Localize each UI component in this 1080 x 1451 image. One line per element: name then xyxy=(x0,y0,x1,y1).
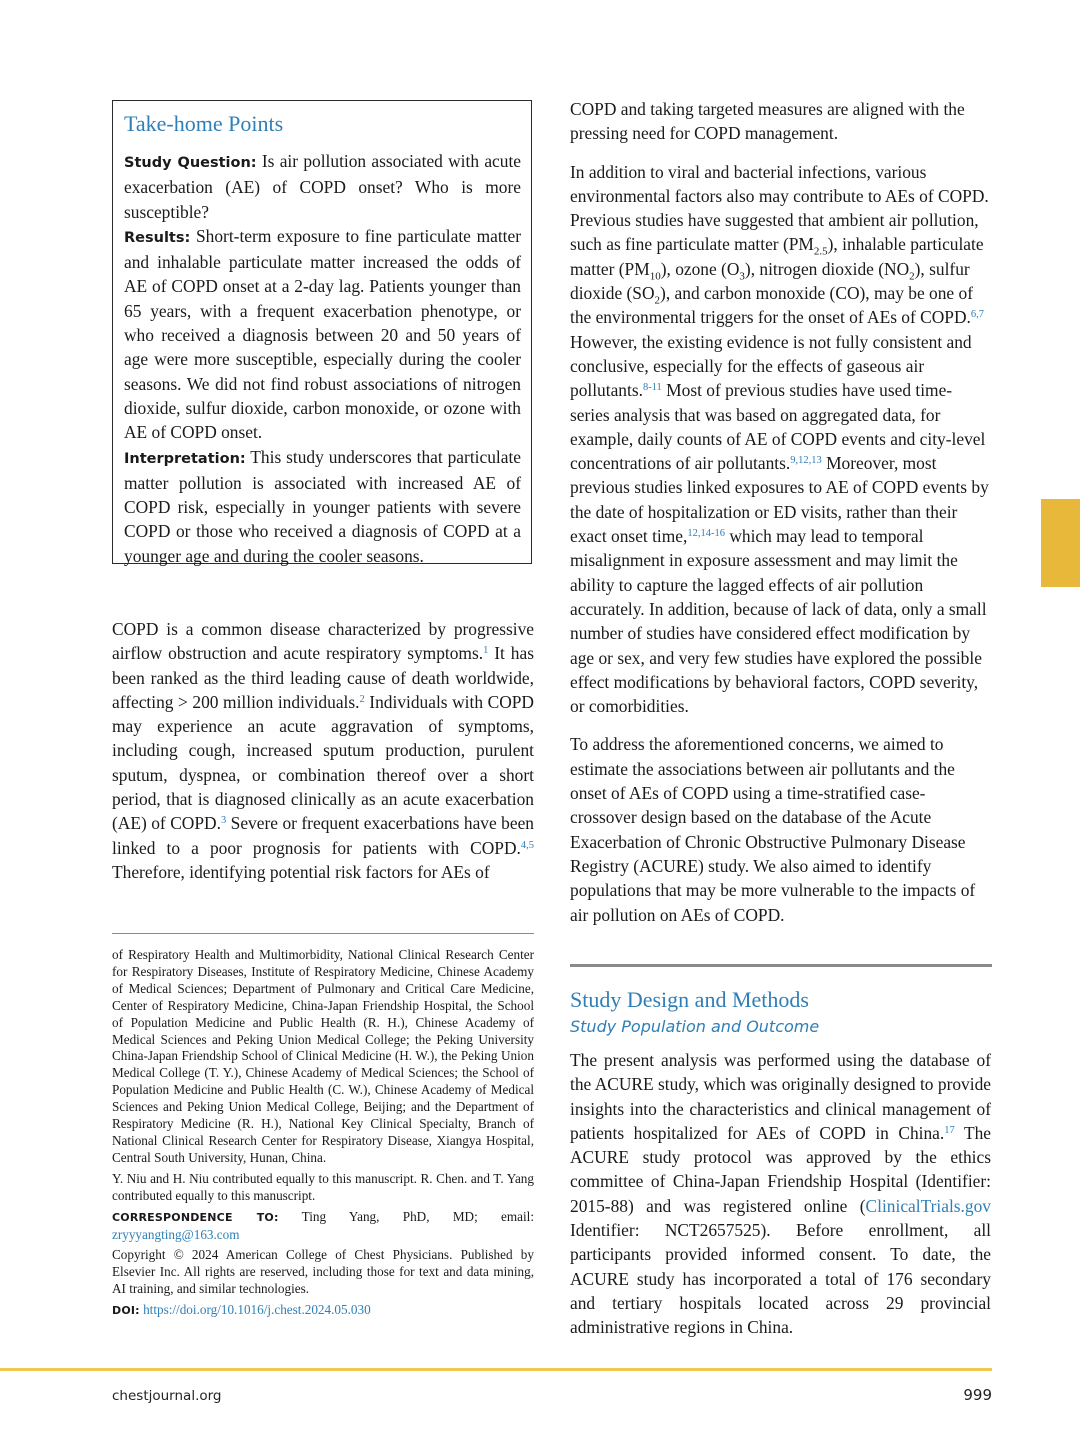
correspondence xyxy=(112,1209,534,1244)
email-link[interactable]: zryyyangting@163.com xyxy=(112,1226,240,1242)
study-question-text: Is air pollution associated with acute exacerbation (AE) of COPD onset? Who is more susceptible? xyxy=(124,151,521,222)
subscript: 2.5 xyxy=(813,245,828,258)
ref-link[interactable]: 2 xyxy=(359,693,365,705)
paragraph-methods xyxy=(570,1048,991,1340)
doi-label: DOI: xyxy=(112,1304,140,1318)
results-label: Results: xyxy=(124,229,191,246)
affiliation-text: of Respiratory Health and Multimorbidity, National Clinical Research Center for Respiratory Diseases, Institute of Respiratory Medicine, Chinese Academy of Medical Sciences; Department of Pulmonary and Critical Care Medicine, Center of Respiratory Medicine, China-Japan Friendship Hospital, the School of Population Medicine and Public Health (R. H.), Chinese Academy of Medical Sciences and Peking Union Medical College; the Peking University China-Japan Friendship School of Clinical Medicine (H. W.), the Peking Union Medical College (T. Y.), Chinese Academy of Medical Sciences; the School of Population Medicine and Public Health (C. W.), Chinese Academy of Medical Sciences and Peking Union Medical College, Beijing; and the Department of Respiratory Medicine (R. H.), National Key Clinical Specialty, Branch of National Clinical Research Center for Respiratory Disease, Xiangya Hospital, Central South University, Hunan, China. xyxy=(112,947,534,1165)
subscript: 2 xyxy=(909,270,915,283)
ref-link[interactable]: 12,14-16 xyxy=(687,528,725,540)
paragraph-aims: To address the aforementioned concerns, we aimed to estimate the associations between air pollutants and the onset of AEs of COPD using a time-stratified case-crossover design based on the database of the Acute Exacerbation of Chronic Obstructive Pulmonary Disease Registry (ACURE) study. We also aimed to identify populations that may be more vulnerable to the impacts of air pollution on AEs of COPD. xyxy=(570,734,976,925)
journal-url[interactable]: chestjournal.org xyxy=(112,1388,222,1404)
equal-contribution: Y. Niu and H. Niu contributed equally to this manuscript. R. Chen. and T. Yang contributed equally to this manuscript. xyxy=(112,1170,534,1203)
env-text-a: In addition to viral and bacterial infections, various environmental factors also may contribute to AEs of COPD. Previous studies have suggested that ambient air pollution, such as fine particulate matter (PM xyxy=(570,161,989,255)
ref-link[interactable]: 3 xyxy=(220,815,227,827)
subscript: 2 xyxy=(654,294,661,307)
paragraph-environmental xyxy=(570,160,991,719)
correspondence-label: CORRESPONDENCE TO: xyxy=(112,1210,279,1224)
right-column xyxy=(570,97,991,927)
affiliations-footnote xyxy=(112,947,534,1320)
paragraph-continuation: COPD and taking targeted measures are aligned with the pressing need for COPD management. xyxy=(570,99,965,144)
subsection-title: Study Population and Outcome xyxy=(570,1017,820,1036)
section-title: Study Design and Methods xyxy=(570,987,809,1012)
doi xyxy=(112,1302,534,1320)
intro-text-b: It has been ranked as the third leading cause of death worldwide, affecting > 200 million individuals. xyxy=(112,643,534,712)
interpretation xyxy=(124,445,521,568)
doi-link[interactable]: https://doi.org/10.1016/j.chest.2024.05.030 xyxy=(143,1302,371,1318)
methods-text-c: Identifier: NCT2657525). Before enrollment, all participants provided informed consent. To date, the ACURE study has incorporated a total of 176 secondary and tertiary hospitals located across 29 provincial administrative regions in China. xyxy=(570,1220,991,1338)
intro-paragraph xyxy=(112,617,534,884)
copyright: Copyright © 2024 American College of Chest Physicians. Published by Elsevier Inc. All rights are reserved, including those for text and data mining, AI training, and similar technologies. xyxy=(112,1247,534,1297)
section-tab-marker xyxy=(1041,499,1080,587)
intro-text-c: Individuals with COPD may experience an acute aggravation of symptoms, including cough, increased sputum production, purulent sputum, dyspnea, or combination thereof over a short period, that is diagnosed clinically as an acute exacerbation (AE) of COPD. xyxy=(112,691,534,834)
footer-rule xyxy=(0,1368,992,1371)
ref-link[interactable]: 9,12,13 xyxy=(790,455,822,467)
methods-column xyxy=(570,1048,991,1340)
ref-link[interactable]: 17 xyxy=(944,1124,955,1136)
ref-link[interactable]: 8-11 xyxy=(642,382,662,394)
results-text: Short-term exposure to fine particulate matter and inhalable particulate matter increased the odds of AE of COPD onset at a 2-day lag. Patients younger than 65 years, with a frequent exacerbation phenotype, or who received a diagnosis between 20 and 50 years of age were more susceptible, especially during the cooler seasons. We did not find robust associations of nitrogen dioxide, sulfur dioxide, carbon monoxide, or ozone with AE of COPD onset. xyxy=(124,225,521,443)
interpretation-text: This study underscores that particulate matter pollution is associated with increased AE of COPD risk, especially in younger patients with severe COPD or those who received a diagnosis of COPD at a younger age and during the cooler seasons. xyxy=(124,446,521,566)
ref-link[interactable]: 6,7 xyxy=(970,309,985,321)
methods-text-b: The ACURE study protocol was approved by the ethics committee of China-Japan Friendship Hospital (Identifier: 2015-88) and was registered online ( xyxy=(570,1122,991,1216)
take-home-title: Take-home Points xyxy=(124,111,284,136)
methods-text-a: The present analysis was performed using the database of the ACURE study, which was originally designed to provide insights into the characteristics and clinical management of patients hospitalized for AEs of COPD in China. xyxy=(570,1050,991,1143)
ref-link[interactable]: 4,5 xyxy=(520,839,534,851)
section-divider xyxy=(570,964,992,967)
page-number: 999 xyxy=(963,1386,992,1404)
subscript: 10 xyxy=(649,270,661,283)
correspondence-text: Ting Yang, PhD, MD; email: xyxy=(278,1208,534,1224)
env-text-c: ), ozone (O xyxy=(660,258,740,279)
study-question xyxy=(124,149,521,224)
take-home-box xyxy=(112,100,532,564)
subscript: 3 xyxy=(739,270,745,283)
results xyxy=(124,224,521,445)
intro-text-a: COPD is a common disease characterized by progressive airflow obstruction and acute respiratory symptoms. xyxy=(112,619,534,664)
env-text-h: Most of previous studies have used time-series analysis that was based on aggregated data, for example, daily counts of AE of COPD events and city-level concentrations of air pollutants. xyxy=(570,380,986,474)
intro-text-d: Severe or frequent exacerbations have been linked to a poor prognosis for patients with COPD. xyxy=(112,813,534,858)
ref-link[interactable]: 1 xyxy=(483,645,489,657)
env-text-b: ), inhalable particulate matter (PM xyxy=(570,234,984,279)
env-text-g: However, the existing evidence is not fully consistent and conclusive, especially for the effects of gaseous air pollutants. xyxy=(570,331,972,401)
footnote-divider xyxy=(112,933,534,934)
env-text-f: ), and carbon monoxide (CO), may be one of the environmental triggers for the onset of AEs of COPD. xyxy=(570,283,973,328)
env-text-i: Moreover, most previous studies linked exposures to AE of COPD events by the date of hospitalization or ED visits, rather than their exact onset time, xyxy=(570,453,989,547)
intro-text-e: Therefore, identifying potential risk factors for AEs of xyxy=(112,861,490,882)
env-text-j: which may lead to temporal misalignment in exposure assessment and may limit the ability to capture the lagged effects of air pollution accurately. In addition, because of lack of data, only a small number of studies have considered effect modification by age or sex, and very few studies have explored the possible effect modifications by behavioral factors, COPD severity, or comorbidities. xyxy=(570,526,987,717)
interpretation-label: Interpretation: xyxy=(124,450,246,467)
env-text-e: ), sulfur dioxide (SO xyxy=(570,258,970,304)
study-question-label: Study Question: xyxy=(124,155,257,171)
intro-column xyxy=(112,617,534,884)
clinicaltrials-link[interactable]: ClinicalTrials.gov xyxy=(865,1195,991,1216)
env-text-d: ), nitrogen dioxide (NO xyxy=(744,258,910,279)
